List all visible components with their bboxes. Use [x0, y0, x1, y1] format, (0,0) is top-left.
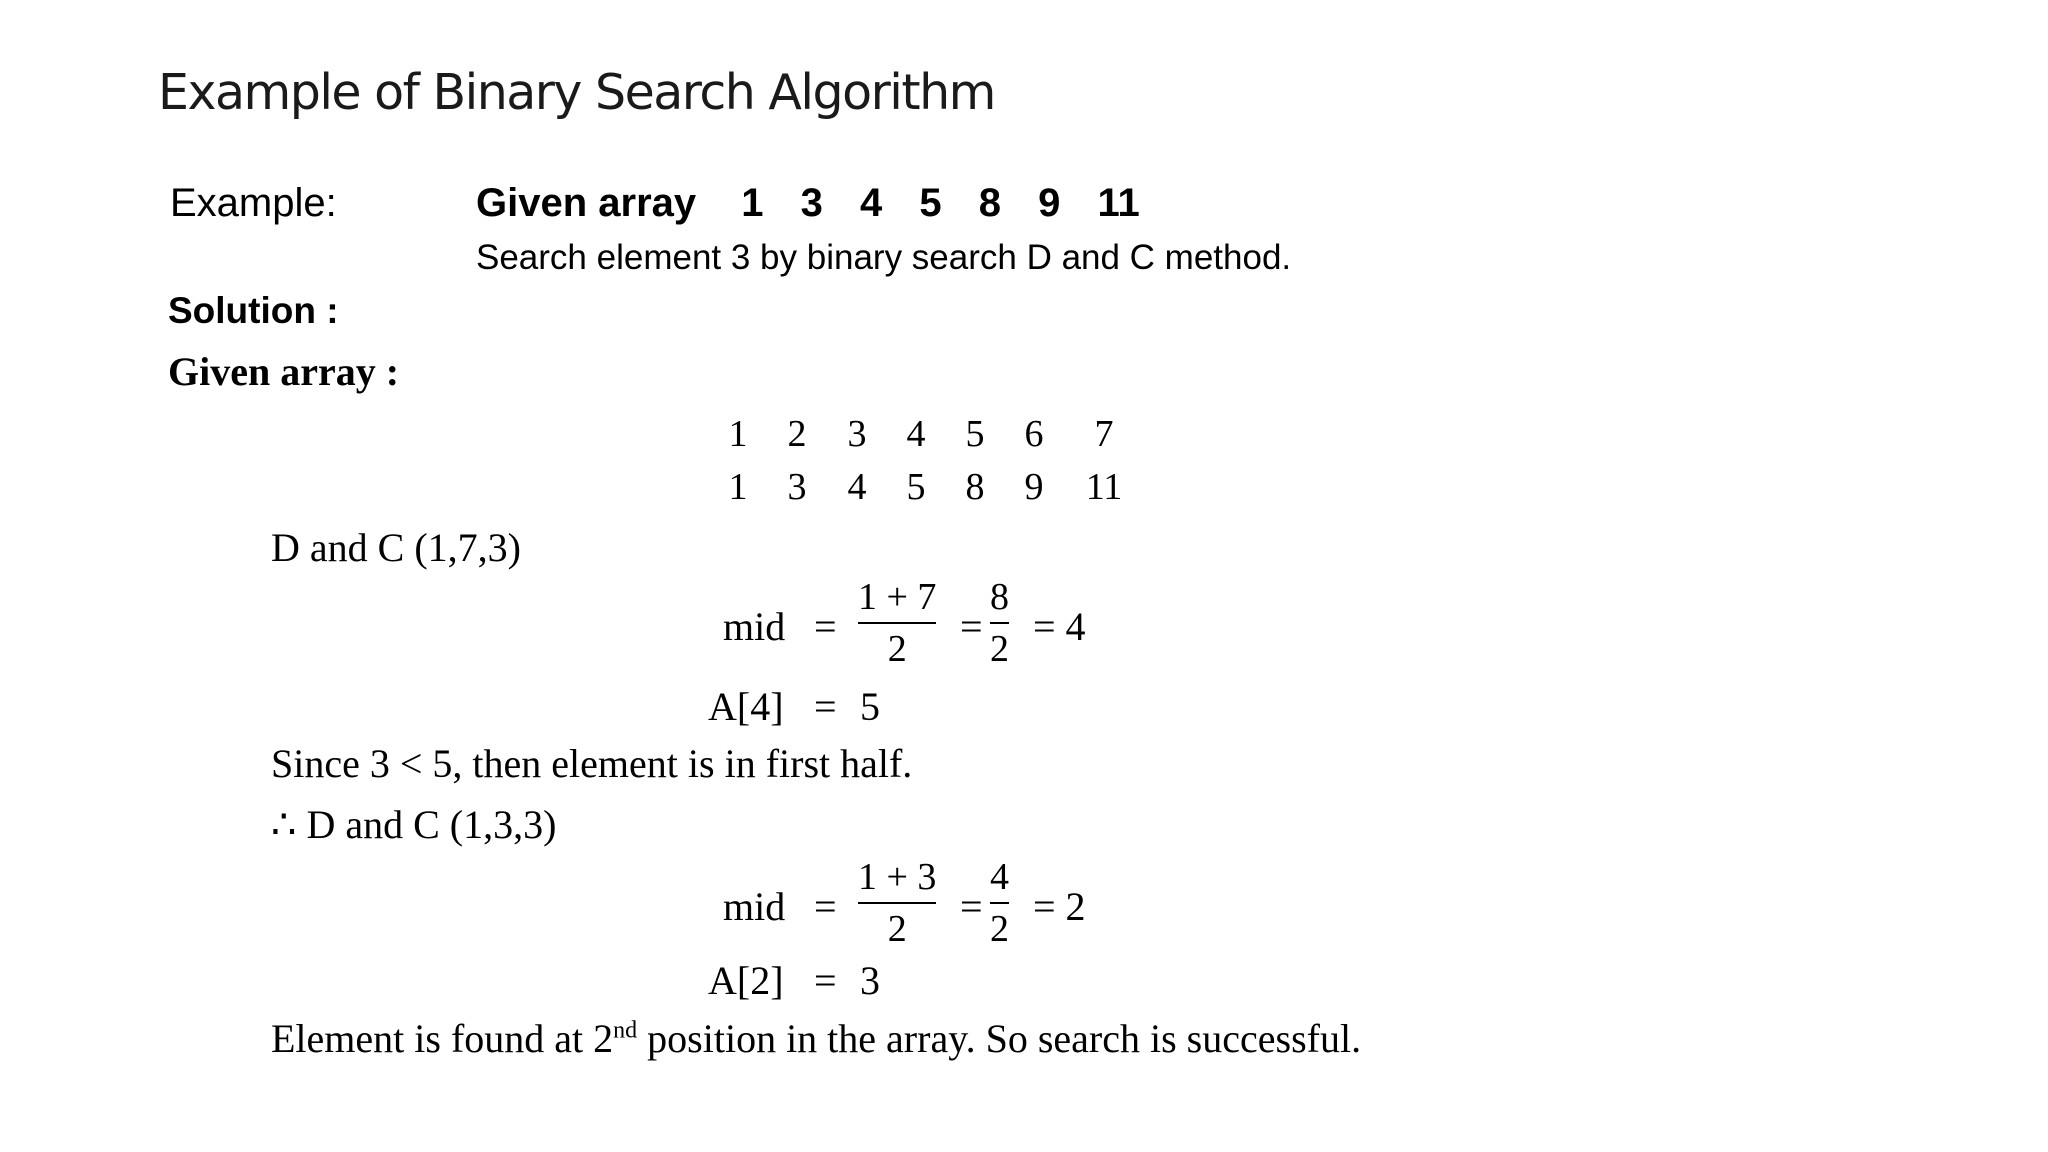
- array-value-cell: 1: [728, 466, 748, 508]
- given-array-value: 8: [978, 181, 1002, 225]
- array-value-cell: 3: [787, 466, 807, 508]
- given-array-value: 9: [1038, 181, 1061, 225]
- mid-label-1: mid: [723, 604, 786, 649]
- solution-label: Solution :: [168, 290, 339, 331]
- array-value-cell: 5: [906, 466, 926, 508]
- equals-sign: =: [960, 884, 983, 929]
- fraction-bar: [858, 902, 936, 904]
- fraction-value-2: [990, 858, 1009, 948]
- conclusion-text: [271, 1015, 1361, 1062]
- array-access-1: A[4]: [708, 684, 784, 729]
- comparison-text: Since 3 < 5, then element is in first half.: [271, 741, 913, 786]
- mid-result-2: = 2: [1033, 884, 1086, 929]
- fraction-denominator: 2: [887, 908, 907, 950]
- fraction-numerator: 8: [990, 576, 1009, 618]
- given-array-value: 5: [919, 181, 942, 225]
- array-index-cell: 5: [965, 413, 985, 455]
- fraction-denominator: 2: [887, 628, 907, 670]
- given-array-value: 4: [860, 181, 883, 225]
- fraction-denominator: 2: [990, 908, 1009, 950]
- equals-sign: =: [814, 958, 837, 1003]
- dandc-call-1: D and C (1,7,3): [271, 525, 521, 570]
- array-index-cell: 6: [1024, 413, 1044, 455]
- given-array-value: 11: [1097, 181, 1140, 225]
- array-index-cell: 1: [728, 413, 748, 455]
- mid-result-1: = 4: [1033, 604, 1086, 649]
- array-value-cell: 4: [847, 466, 867, 508]
- conclusion-before: Element is found at 2: [271, 1016, 614, 1061]
- fraction-numerator: 1 + 7: [858, 576, 937, 618]
- fraction-bar: [858, 622, 936, 624]
- fraction-bar: [990, 622, 1009, 624]
- fraction-numerator: 1 + 3: [858, 856, 937, 898]
- array-value-cell: 9: [1024, 466, 1044, 508]
- equals-sign: =: [814, 884, 837, 929]
- fraction-numerator: 4: [990, 856, 1009, 898]
- array-value-cell: 8: [965, 466, 985, 508]
- array-index-cell: 3: [847, 413, 867, 455]
- mid-label-2: mid: [723, 884, 786, 929]
- given-array-line: [476, 181, 1140, 226]
- fraction-value-1: [990, 578, 1009, 668]
- given-array-heading: Given array :: [168, 349, 400, 394]
- array-access-2: A[2]: [708, 958, 784, 1003]
- fraction-denominator: 2: [990, 628, 1009, 670]
- array-value-cell: 11: [1085, 466, 1123, 508]
- ordinal-suffix: nd: [613, 1017, 638, 1044]
- fraction-bar: [990, 902, 1009, 904]
- example-label: Example:: [170, 181, 337, 225]
- array-index-cell: 7: [1094, 413, 1114, 455]
- array-index-cell: 4: [906, 413, 926, 455]
- given-array-value: 3: [800, 181, 823, 225]
- fraction-sum-1: [858, 578, 936, 668]
- given-array-value: 1: [741, 181, 764, 225]
- given-array-label: Given array: [476, 181, 697, 225]
- fraction-sum-2: [858, 858, 936, 948]
- conclusion-after: position in the array. So search is successful.: [637, 1016, 1362, 1061]
- slide-title: Example of Binary Search Algorithm: [158, 64, 995, 121]
- equals-sign: =: [814, 604, 837, 649]
- equals-sign: =: [960, 604, 983, 649]
- dandc-call-2: ∴ D and C (1,3,3): [271, 802, 557, 847]
- array-access-value-2: 3: [860, 958, 880, 1003]
- equals-sign: =: [814, 684, 837, 729]
- array-index-cell: 2: [787, 413, 807, 455]
- search-description: Search element 3 by binary search D and C method.: [476, 238, 1292, 277]
- array-access-value-1: 5: [860, 684, 880, 729]
